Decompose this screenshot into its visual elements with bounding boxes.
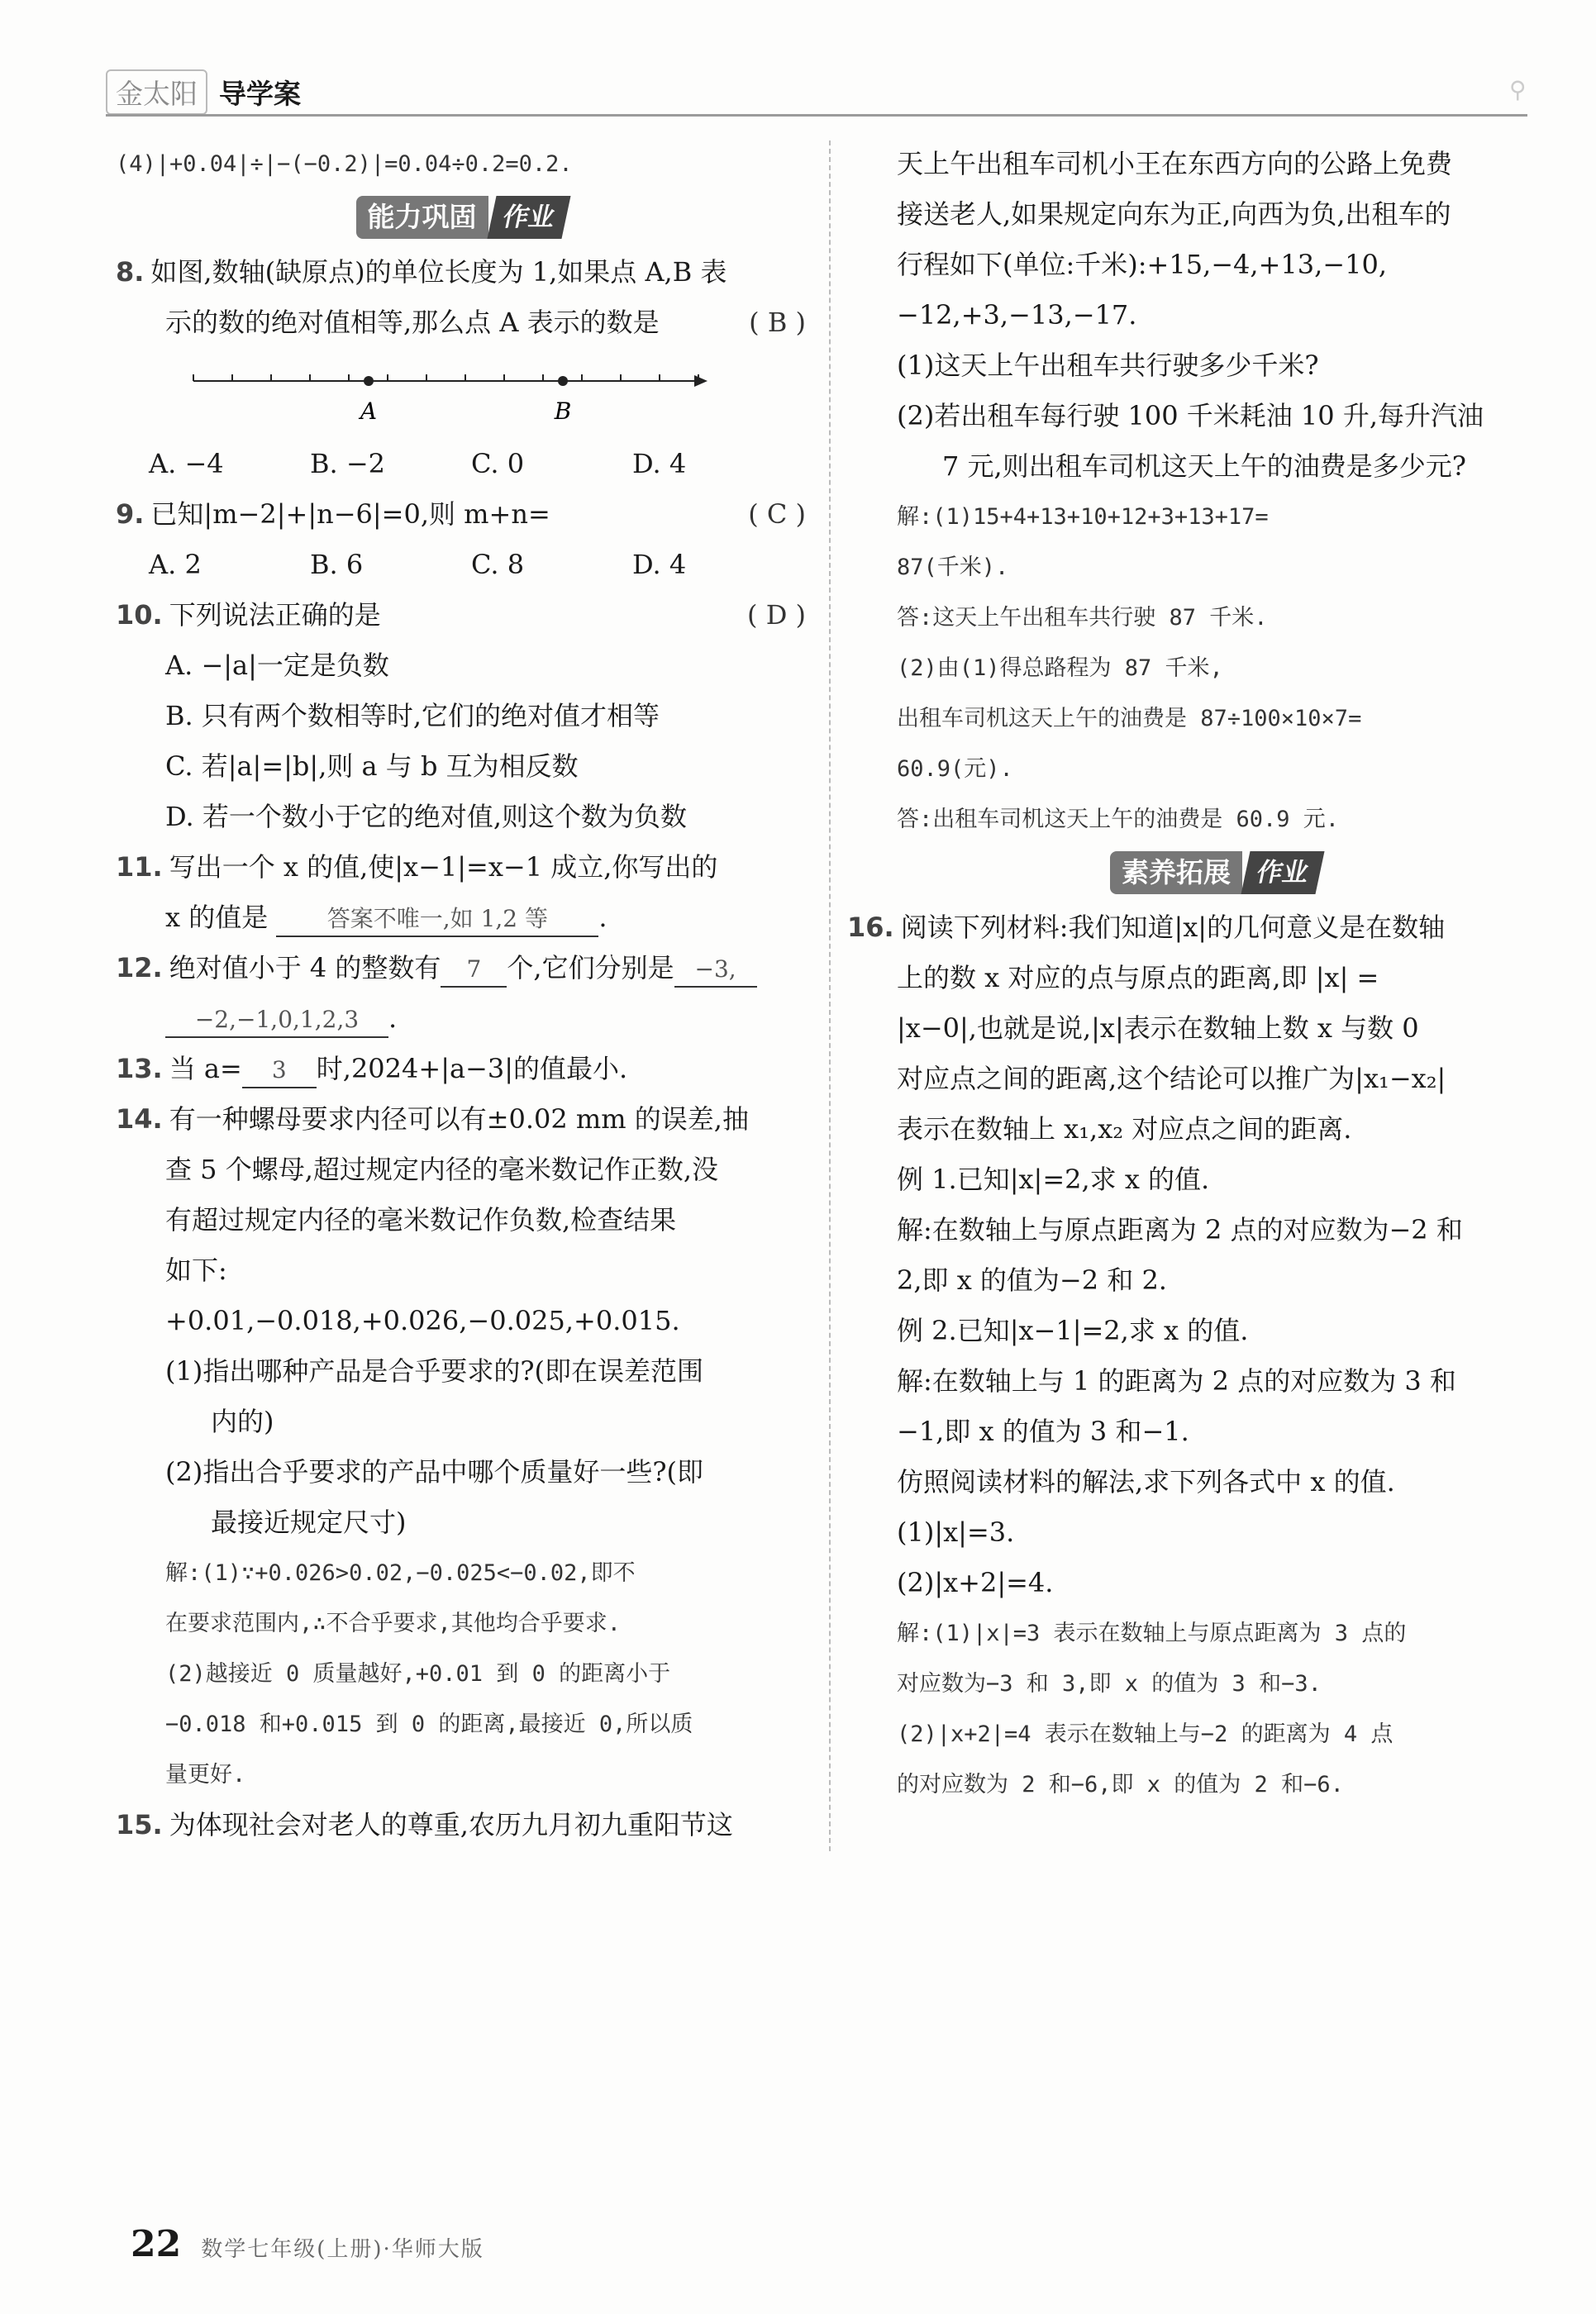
sub-question-1: (1)|x|=3. (897, 1516, 1015, 1548)
point-b-dot (558, 376, 568, 386)
question-body (847, 953, 1533, 1810)
question-text: 对应点之间的距离,这个结论可以推广为|x₁−x₂| (897, 1063, 1446, 1094)
punctuation: . (598, 902, 607, 933)
left-column (116, 139, 806, 1850)
question-text: 如图,数轴(缺原点)的单位长度为 1,如果点 A,B 表 (150, 256, 727, 288)
question-10 (116, 590, 806, 842)
page-number: 22 (131, 2223, 182, 2265)
option-d: D. 4 (632, 448, 687, 479)
option-c: C. 若|a|=|b|,则 a 与 b 互为相反数 (165, 750, 579, 782)
question-text: |x−0|,也就是说,|x|表示在数轴上数 x 与数 0 (897, 1012, 1419, 1044)
answer-mark: ( B ) (749, 307, 806, 338)
section-tag: 作业 (1241, 851, 1324, 894)
tick-marks (193, 374, 698, 381)
right-column (847, 139, 1533, 1810)
punctuation: . (388, 1002, 398, 1034)
question-8 (116, 247, 806, 489)
answer-blank: 7 (441, 953, 507, 988)
brand-logo (106, 71, 301, 112)
question-number: 11. (116, 851, 163, 883)
question-text: 接送老人,如果规定向东为正,向西为负,出租车的 (897, 198, 1451, 230)
number-line-svg (116, 348, 744, 439)
option-d: D. 若一个数小于它的绝对值,则这个数为负数 (165, 801, 688, 832)
solution-line: 量更好. (165, 1762, 246, 1788)
solution-line: 解:(1)15+4+13+10+12+3+13+17= (897, 504, 1269, 530)
solution-line: (2)越接近 0 质量越好,+0.01 到 0 的距离小于 (165, 1661, 671, 1687)
series-name: 导学案 (219, 77, 301, 110)
page-footer (131, 2223, 484, 2265)
question-16 (847, 902, 1533, 1810)
solution-line: 答:出租车司机这天上午的油费是 60.9 元. (897, 807, 1340, 832)
question-number: 14. (116, 1103, 163, 1135)
answer-blank: −2,−1,0,1,2,3 (165, 1003, 388, 1038)
previous-answer-line: (4)|+0.04|÷|−(−0.2)|=0.04÷0.2=0.2. (116, 151, 573, 177)
sub-question-1: (1)这天上午出租车共行驶多少千米? (897, 350, 1319, 381)
solution-line: (2)|x+2|=4 表示在数轴上与−2 的距离为 4 点 (897, 1721, 1394, 1747)
section-banner-extend (897, 845, 1533, 902)
solution-line: (2)由(1)得总路程为 87 千米, (897, 655, 1223, 681)
book-info: 数学七年级(上册)·华师大版 (201, 2237, 484, 2262)
question-text: 仿照阅读材料的解法,求下列各式中 x 的值. (897, 1466, 1395, 1497)
brand-name: 金太阳 (106, 69, 207, 115)
option-c: C. 8 (471, 549, 525, 580)
answer-blank: 3 (242, 1054, 317, 1088)
section-tag: 作业 (487, 196, 570, 239)
question-9 (116, 489, 806, 590)
example-text: −1,即 x 的值为 3 和−1. (897, 1416, 1189, 1447)
solution-line: 答:这天上午出租车共行驶 87 千米. (897, 605, 1268, 631)
solution-line: 60.9(元). (897, 756, 1013, 782)
example-text: 解:在数轴上与原点距离为 2 点的对应数为−2 和 (897, 1214, 1463, 1245)
solution-line: 的对应数为 2 和−6,即 x 的值为 2 和−6. (897, 1772, 1344, 1797)
question-text: 已知|m−2|+|n−6|=0,则 m+n= (150, 498, 550, 530)
question-number: 13. (116, 1053, 163, 1084)
question-number: 12. (116, 952, 163, 983)
solution-line: 对应数为−3 和 3,即 x 的值为 3 和−3. (897, 1671, 1322, 1697)
question-text: 如下: (165, 1255, 227, 1286)
question-text: 有一种螺母要求内径可以有±0.02 mm 的误差,抽 (169, 1103, 749, 1135)
question-text: 个,它们分别是 (507, 952, 674, 983)
option-a: A. −4 (149, 448, 224, 479)
measurement-data: +0.01,−0.018,+0.026,−0.025,+0.015. (165, 1305, 680, 1336)
solution-line: 87(千米). (897, 555, 1009, 580)
header-rule (106, 114, 1527, 117)
question-text: 下列说法正确的是 (169, 599, 381, 631)
question-12 (116, 943, 806, 1044)
point-a-label: A (360, 398, 378, 425)
axis-arrow-icon (694, 375, 707, 387)
sub-question-1: 内的) (211, 1406, 274, 1437)
options-row (116, 439, 806, 489)
example-text: 解:在数轴上与 1 的距离为 2 点的对应数为 3 和 (897, 1365, 1456, 1397)
question-14 (116, 1094, 806, 1800)
question-11 (116, 842, 806, 943)
question-text: 绝对值小于 4 的整数有 (169, 952, 441, 983)
option-d: D. 4 (632, 549, 687, 580)
question-15-continued (897, 139, 1533, 845)
solution-line: 在要求范围内,∴不合乎要求,其他均合乎要求. (165, 1611, 622, 1636)
question-number: 8. (116, 256, 145, 288)
example-text: 例 2.已知|x−1|=2,求 x 的值. (897, 1315, 1249, 1346)
sub-question-2: 7 元,则出租车司机这天上午的油费是多少元? (942, 450, 1466, 482)
section-title: 素养拓展 (1110, 851, 1242, 894)
question-text: −12,+3,−13,−17. (897, 299, 1137, 331)
answer-blank: 答案不唯一,如 1,2 等 (276, 902, 598, 937)
question-text: 天上午出租车司机小王在东西方向的公路上免费 (897, 148, 1453, 179)
answer-mark: ( D ) (747, 599, 806, 631)
question-number: 15. (116, 1809, 163, 1840)
sub-question-2: 最接近规定尺寸) (211, 1507, 407, 1538)
question-13 (116, 1044, 806, 1094)
question-number: 16. (847, 912, 894, 943)
question-text: 上的数 x 对应的点与原点的距离,即 |x| = (897, 962, 1379, 993)
option-b: B. 只有两个数相等时,它们的绝对值才相等 (165, 700, 660, 731)
question-text: 时,2024+|a−3|的值最小. (316, 1053, 628, 1084)
question-text: 表示在数轴上 x₁,x₂ 对应点之间的距离. (897, 1113, 1352, 1145)
page-header (106, 71, 1527, 117)
solution-line: 解:(1)∵+0.026>0.02,−0.025<−0.02,即不 (165, 1560, 636, 1586)
example-text: 2,即 x 的值为−2 和 2. (897, 1264, 1167, 1296)
example-text: 例 1.已知|x|=2,求 x 的值. (897, 1164, 1210, 1195)
answer-blank: −3, (674, 953, 757, 988)
solution-line: 出租车司机这天上午的油费是 87÷100×10×7= (897, 706, 1362, 731)
option-c: C. 0 (471, 448, 525, 479)
question-text: x 的值是 (165, 902, 269, 933)
question-text: 行程如下(单位:千米):+15,−4,+13,−10, (897, 249, 1387, 280)
number-line-figure (116, 348, 806, 439)
option-b: B. 6 (310, 549, 364, 580)
question-text: 阅读下列材料:我们知道|x|的几何意义是在数轴 (900, 912, 1446, 943)
column-divider (829, 140, 831, 1851)
question-number: 10. (116, 599, 163, 631)
sub-question-2: (2)|x+2|=4. (897, 1567, 1054, 1598)
question-15 (116, 1800, 806, 1850)
question-text: 示的数的绝对值相等,那么点 A 表示的数是 (165, 307, 660, 338)
question-number: 9. (116, 498, 145, 530)
option-a: A. −|a|一定是负数 (165, 650, 389, 681)
solution-line: 解:(1)|x|=3 表示在数轴上与原点距离为 3 点的 (897, 1621, 1407, 1646)
point-b-label: B (554, 398, 572, 425)
sub-question-2: (2)指出合乎要求的产品中哪个质量好一些?(即 (165, 1456, 703, 1488)
question-text: 写出一个 x 的值,使|x−1|=x−1 成立,你写出的 (169, 851, 718, 883)
pin-icon: ⚲ (1509, 76, 1527, 103)
question-text: 查 5 个螺母,超过规定内径的毫米数记作正数,没 (165, 1154, 719, 1185)
question-text: 有超过规定内径的毫米数记作负数,检查结果 (165, 1204, 677, 1236)
point-a-dot (364, 376, 374, 386)
sub-question-2: (2)若出租车每行驶 100 千米耗油 10 升,每升汽油 (897, 400, 1484, 431)
section-title: 能力巩固 (356, 196, 488, 239)
sub-question-1: (1)指出哪种产品是合乎要求的?(即在误差范围 (165, 1355, 703, 1387)
option-a: A. 2 (149, 549, 202, 580)
option-b: B. −2 (310, 448, 386, 479)
options-row (116, 540, 806, 590)
solution-line: −0.018 和+0.015 到 0 的距离,最接近 0,所以质 (165, 1712, 693, 1737)
section-banner-ability (116, 189, 806, 247)
question-text: 为体现社会对老人的尊重,农历九月初九重阳节这 (169, 1809, 733, 1840)
question-text: 当 a= (169, 1053, 242, 1084)
answer-mark: ( C ) (748, 498, 806, 530)
